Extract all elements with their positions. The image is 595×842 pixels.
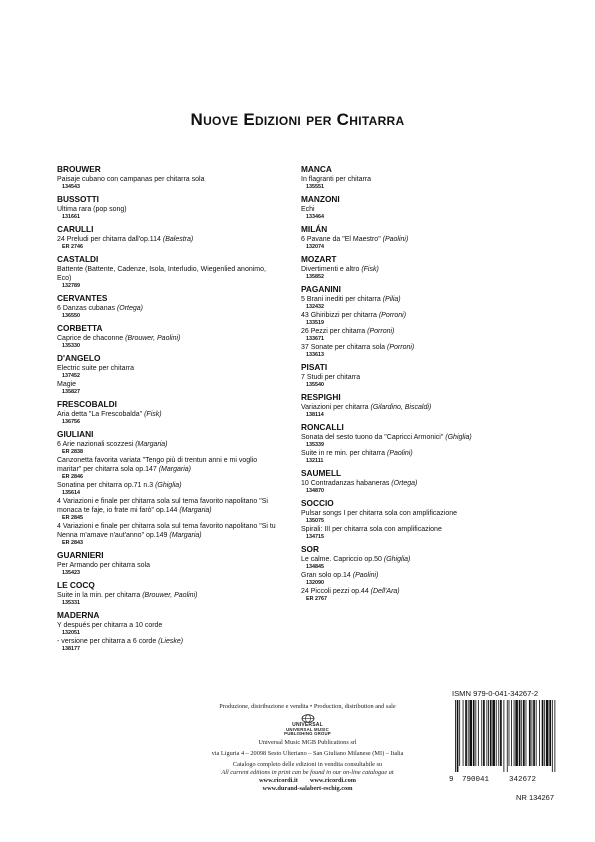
composer-entry <box>301 544 546 603</box>
work-title <box>57 334 282 343</box>
work-title <box>301 403 546 412</box>
composer-entry <box>57 399 282 426</box>
work-text: Gran solo op.14 <box>301 572 351 579</box>
catalog-code: ER 2767 <box>306 596 327 602</box>
composer-name: PISATI <box>301 362 328 372</box>
catalog-code: 135339 <box>306 442 324 448</box>
work-text: Spirali: III per chitarra sola con amplificazione <box>301 526 442 533</box>
work-text: Caprice de chaconne <box>57 335 124 342</box>
work-arranger: (Porroni) <box>378 312 407 319</box>
catalog-code: ER 2838 <box>62 449 83 455</box>
catalog-code: 132432 <box>306 304 324 310</box>
work-text: 37 Sonate per chitarra sola <box>301 344 386 351</box>
work-text: Canzonetta favorita variata "Tengo più di trentun anni e mi voglio maritar" per chitarra sola op.147 <box>57 457 258 473</box>
composer-entry <box>301 392 546 419</box>
composer-name: CORBETTA <box>57 323 103 333</box>
work-title <box>57 497 282 515</box>
catalog-code: 137452 <box>62 373 80 379</box>
barcode-image <box>452 700 558 772</box>
work-text: Le calme. Capriccio op.50 <box>301 556 382 563</box>
composer-entry <box>57 224 282 251</box>
catalog-code: 134870 <box>306 488 324 494</box>
work-arranger: (Paolini) <box>387 450 413 457</box>
catalog-code: 132111 <box>306 458 324 464</box>
work-arranger: (Ortega) <box>116 305 143 312</box>
work-text: Echi <box>301 206 315 213</box>
barcode-digit-first: 9 <box>449 776 454 784</box>
composer-entry <box>57 429 282 547</box>
work-text: Sonatina per chitarra op.71 n.3 <box>57 482 154 489</box>
work-arranger: (Brouwer, Paolini) <box>142 592 198 599</box>
work-text: Battente (Battente, Cadenze, Isola, Interludio, Wiegenlied anonimo, Eco) <box>57 266 266 282</box>
publisher-name: Universal Music MGB Publications srl <box>258 738 357 746</box>
catalog-code: 133613 <box>306 352 324 358</box>
work-title <box>57 380 282 389</box>
catalog-code: 132090 <box>306 580 324 586</box>
work-text: 4 Variazioni e finale per chitarra sola sul tema favorito napolitano "Si tu Nenna m'amave n'aut'anno" op.149 <box>57 523 276 539</box>
composer-name: PAGANINI <box>301 284 341 294</box>
catalog-code: 132051 <box>62 630 80 636</box>
work-title <box>57 440 282 449</box>
catalog-code: 138114 <box>306 412 324 418</box>
composer-entry <box>301 284 546 359</box>
work-title <box>301 205 546 214</box>
catalog-code: 135852 <box>306 274 324 280</box>
catalog-code: 135827 <box>62 389 80 395</box>
work-arranger: (Dell'Ara) <box>370 588 400 595</box>
work-text: Suite in re min. per chitarra <box>301 450 386 457</box>
catalog-code: 133519 <box>306 320 324 326</box>
composer-name: GUARNIERI <box>57 550 104 560</box>
work-text: Ultima rara (pop song) <box>57 206 127 213</box>
work-text: 43 Ghiribizzi per chitarra <box>301 312 377 319</box>
universal-logo <box>278 714 338 737</box>
composer-column-left <box>57 164 282 656</box>
ismn-label: ISMN 979-0-041-34267-2 <box>452 689 539 698</box>
work-arranger: (Fisk) <box>144 411 162 418</box>
catalog-note-en: All current editions in print can be found in our on-line catalogue at <box>221 768 394 776</box>
work-title <box>57 621 282 630</box>
work-arranger: (Ortega) <box>391 480 418 487</box>
composer-entry <box>57 353 282 396</box>
work-title <box>301 433 546 442</box>
barcode-digits <box>449 776 558 787</box>
catalog-code: 133464 <box>306 214 324 220</box>
composer-entry <box>57 323 282 350</box>
catalog-code: 131661 <box>62 214 80 220</box>
distribution-line: Produzione, distribuzione e vendita • Production, distribution and sale <box>219 703 396 710</box>
work-text: Pulsar songs I per chitarra sola con amplificazione <box>301 510 458 517</box>
work-text: Suite in la min. per chitarra <box>57 592 141 599</box>
composer-entry <box>301 498 546 541</box>
work-text: Electric suite per chitarra <box>57 365 135 372</box>
catalog-code: ER 2846 <box>62 474 83 480</box>
link-durand[interactable]: www.durand-salabert-eschig.com <box>262 784 353 792</box>
work-text: 5 Brani inediti per chitarra <box>301 296 381 303</box>
work-text: Variazioni per chitarra <box>301 404 369 411</box>
work-title <box>57 364 282 373</box>
work-title <box>301 311 546 320</box>
page-title: Nuove Edizioni per Chitarra <box>190 110 405 129</box>
work-arranger: (Porroni) <box>387 344 415 351</box>
work-arranger: (Balestra) <box>162 236 194 243</box>
work-arranger: (Pilia) <box>382 296 401 303</box>
link-ricordi-com[interactable]: www.ricordi.com <box>309 776 356 784</box>
work-arranger: (Paolini) <box>352 572 379 579</box>
catalog-code: 138177 <box>62 646 80 652</box>
barcode-block <box>449 689 558 802</box>
composer-entry <box>301 362 546 389</box>
composer-name: SOCCIO <box>301 498 334 508</box>
work-title <box>57 304 282 313</box>
work-text: 26 Pezzi per chitarra <box>301 328 366 335</box>
composer-name: BROUWER <box>57 164 101 174</box>
work-text: - versione per chitarra a 6 corde <box>57 638 157 645</box>
work-title <box>301 327 546 336</box>
work-title <box>57 481 282 490</box>
work-title <box>57 410 282 419</box>
composer-name: GIULIANI <box>57 429 94 439</box>
composer-name: BUSSOTTI <box>57 194 99 204</box>
work-text: 24 Preludi per chitarra dall'op.114 <box>57 236 161 243</box>
work-text: 6 Danzas cubanas <box>57 305 115 312</box>
work-text: Aria detta "La Frescobalda" <box>57 411 143 418</box>
work-title <box>301 509 546 518</box>
work-arranger: (Margaria) <box>179 507 212 514</box>
work-text: Magie <box>57 381 77 388</box>
work-text: 6 Pavane da "El Maestro" <box>301 236 381 243</box>
work-title <box>301 479 546 488</box>
work-text: Y después per chitarra a 10 corde <box>57 622 163 629</box>
work-text: Divertimenti e altro <box>301 266 360 273</box>
composer-entry <box>57 293 282 320</box>
composer-name: CASTALDI <box>57 254 99 264</box>
work-arranger: (Fisk) <box>361 266 379 273</box>
catalog-code: ER 2746 <box>62 244 83 250</box>
work-text: 24 Piccoli pezzi op.44 <box>301 588 369 595</box>
work-title <box>57 175 282 184</box>
composer-name: CARULLI <box>57 224 94 234</box>
work-title <box>301 343 546 352</box>
composer-entry <box>57 580 282 607</box>
composer-entry <box>301 422 546 465</box>
work-title <box>57 522 282 540</box>
work-arranger: (Ghiglia) <box>383 556 411 563</box>
composer-name: SOR <box>301 544 319 554</box>
catalog-code: 135614 <box>62 490 80 496</box>
composer-entry <box>57 194 282 221</box>
catalog-code: 132789 <box>62 283 80 289</box>
work-arranger: (Margaria) <box>135 441 168 448</box>
work-arranger: (Ghiglia) <box>155 482 182 489</box>
publisher-address: via Liguria 4 – 20098 Sesto Ulteriano – San Giuliano Milanese (MI) – Italia <box>211 749 404 757</box>
catalog-code: 134543 <box>62 184 80 190</box>
catalog-note-it: Catalogo completo delle edizioni in vendita consultabile su <box>232 760 383 768</box>
composer-name: D'ANGELO <box>57 353 101 363</box>
work-title <box>301 587 546 596</box>
composer-name: MANZONI <box>301 194 340 204</box>
catalog-code: ER 2843 <box>62 540 83 546</box>
work-arranger: (Margaria) <box>169 532 202 539</box>
logo-sub2: PUBLISHING GROUP <box>284 731 331 736</box>
catalog-code: 134845 <box>306 564 324 570</box>
work-title <box>57 265 282 283</box>
work-text: Per Armando per chitarra sola <box>57 562 150 569</box>
work-text: 10 Contradanzas habaneras <box>301 480 390 487</box>
catalog-number: NR 134267 <box>516 793 554 802</box>
catalog-code: ER 2845 <box>62 515 83 521</box>
link-ricordi-it[interactable]: www.ricordi.it <box>259 776 298 784</box>
work-title <box>301 175 546 184</box>
work-arranger: (Ghiglia) <box>445 434 472 441</box>
work-text: In flagranti per chitarra <box>301 176 372 183</box>
work-text: Sonata del sesto tuono da "Capricci Armonici" <box>301 434 444 441</box>
catalog-code: 136550 <box>62 313 80 319</box>
composer-entry <box>57 610 282 653</box>
composer-entry <box>301 164 546 191</box>
composer-name: RESPIGHI <box>301 392 341 402</box>
composer-entry <box>57 550 282 577</box>
composer-column-right <box>301 164 546 606</box>
catalog-code: 132074 <box>306 244 324 250</box>
composer-name: CERVANTES <box>57 293 108 303</box>
composer-name: MADERNA <box>57 610 100 620</box>
work-text: 4 Variazioni e finale per chitarra sola sul tema favorito napolitano "Si monaca te faje, io frate mi farò" op.144 <box>57 498 268 514</box>
composer-name: MANCA <box>301 164 332 174</box>
work-text: 6 Arie nazionali scozzesi <box>57 441 134 448</box>
composer-entry <box>301 254 546 281</box>
work-title <box>57 205 282 214</box>
work-title <box>301 571 546 580</box>
composer-name: MILÁN <box>301 224 328 234</box>
work-arranger: (Paolini) <box>382 236 409 243</box>
composer-entry <box>301 468 546 495</box>
catalog-code: 135075 <box>306 518 324 524</box>
work-title <box>301 555 546 564</box>
work-title <box>57 561 282 570</box>
work-title <box>57 591 282 600</box>
publisher-footer <box>175 703 440 793</box>
composer-entry <box>57 164 282 191</box>
catalog-code: 136756 <box>62 419 80 425</box>
work-arranger: (Gilardino, Biscaldi) <box>370 404 432 411</box>
work-arranger: (Lieske) <box>158 638 184 645</box>
composer-name: RONCALLI <box>301 422 344 432</box>
composer-entry <box>57 254 282 290</box>
catalog-code: 134715 <box>306 534 324 540</box>
catalog-code: 133671 <box>306 336 324 342</box>
composer-name: MOZART <box>301 254 337 264</box>
catalog-code: 135423 <box>62 570 80 576</box>
work-arranger: (Brouwer, Paolini) <box>125 335 181 342</box>
work-title <box>301 265 546 274</box>
catalog-code: 135540 <box>306 382 324 388</box>
work-title <box>301 235 546 244</box>
barcode-digits-left: 790041 <box>462 776 490 784</box>
work-arranger: (Margaria) <box>158 466 192 473</box>
catalog-code: 135331 <box>62 600 80 606</box>
work-text: 7 Studi per chitarra <box>301 374 361 381</box>
catalog-code: 135551 <box>306 184 324 190</box>
catalog-code: 135330 <box>62 343 80 349</box>
logo-sub1: UNIVERSAL MUSIC <box>286 726 329 732</box>
barcode-digits-right: 342672 <box>509 776 537 784</box>
logo-name: UNIVERSAL <box>292 722 323 728</box>
work-arranger: (Porroni) <box>367 328 395 335</box>
website-links <box>175 777 440 785</box>
work-text: Paisaje cubano con campanas per chitarra sola <box>57 176 205 183</box>
work-title <box>301 295 546 304</box>
work-title <box>57 456 282 474</box>
work-title <box>57 637 282 646</box>
composer-name: LE COCQ <box>57 580 95 590</box>
work-title <box>301 373 546 382</box>
composer-name: FRESCOBALDI <box>57 399 117 409</box>
composer-entry <box>301 224 546 251</box>
work-title <box>57 235 282 244</box>
composer-entry <box>301 194 546 221</box>
work-title <box>301 525 546 534</box>
composer-name: SAUMELL <box>301 468 342 478</box>
work-title <box>301 449 546 458</box>
